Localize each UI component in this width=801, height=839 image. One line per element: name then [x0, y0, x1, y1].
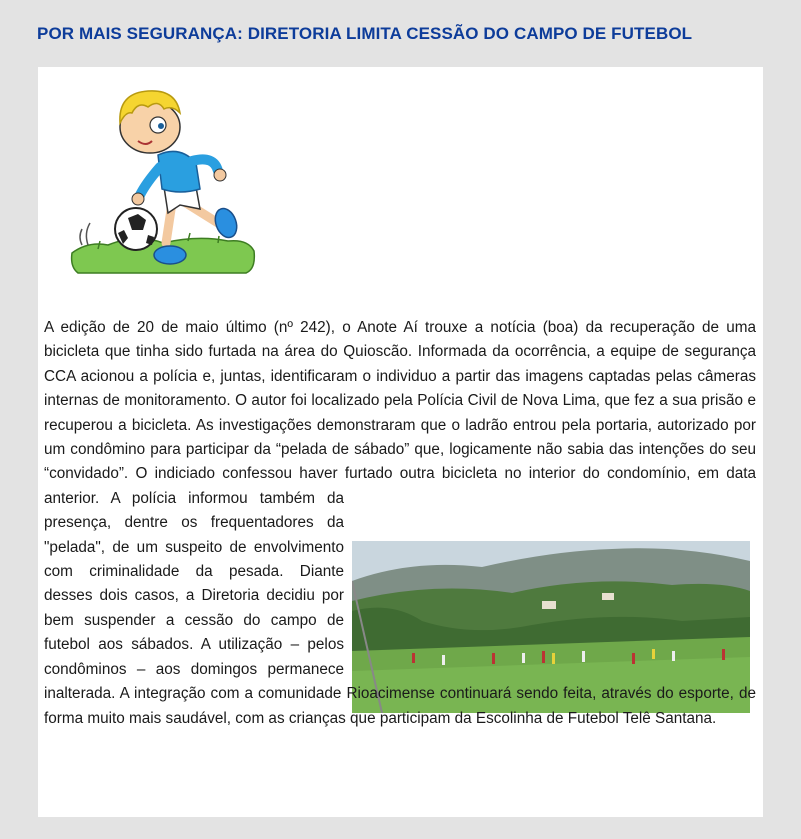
article-title: POR MAIS SEGURANÇA: DIRETORIA LIMITA CESSÃO DO CAMPO DE FUTEBOL	[37, 24, 693, 43]
article-card	[38, 67, 763, 817]
photo-spacer	[348, 493, 756, 668]
article-paragraph	[44, 316, 756, 731]
article-intro-text: A edição de 20 de maio último (nº 242), o Anote Aí trouxe a notícia (boa) da recuperação de uma bicicleta que tinha sido furtada na área do Quioscão. Informada da ocorrência, a equipe de segurança CCA acionou a polícia e, juntas, identificaram o individuo a partir das imagens captadas pelas câmeras internas de monitoramento. O autor foi localizado pela Polícia Civil de Nova Lima, que fez a sua prisão e recuperou a bicicleta. As investigações demonstraram que o ladrão entrou pela portaria, autorizado por um condômino para participar da “pelada de sábado” que, logicamente não sabia das intenções do seu “convidado”. O indiciado confessou haver furtado outra bicicleta no interior do condomínio, em data anterior. A polícia	[44, 319, 756, 507]
article-body	[44, 316, 756, 731]
cartoon-boy-soccer-icon	[68, 83, 258, 283]
article-wrapped-text: informou também da presença, dentre os frequentadores da "pelada", de um suspeito de envolvimento com criminalidade da pesada. Diante desses dois casos, a Diretoria decidiu por bem suspender a cessão do campo de futebol aos sábados. A utilização – pelos condôminos – aos domingos permanece inalterada. A integração com a comunidade Rioacimense continuará sendo feita, através do esporte, de forma muito mais saudável, com as crianças que participam da Escolinha de Futebol Telê Santana.	[44, 489, 756, 727]
